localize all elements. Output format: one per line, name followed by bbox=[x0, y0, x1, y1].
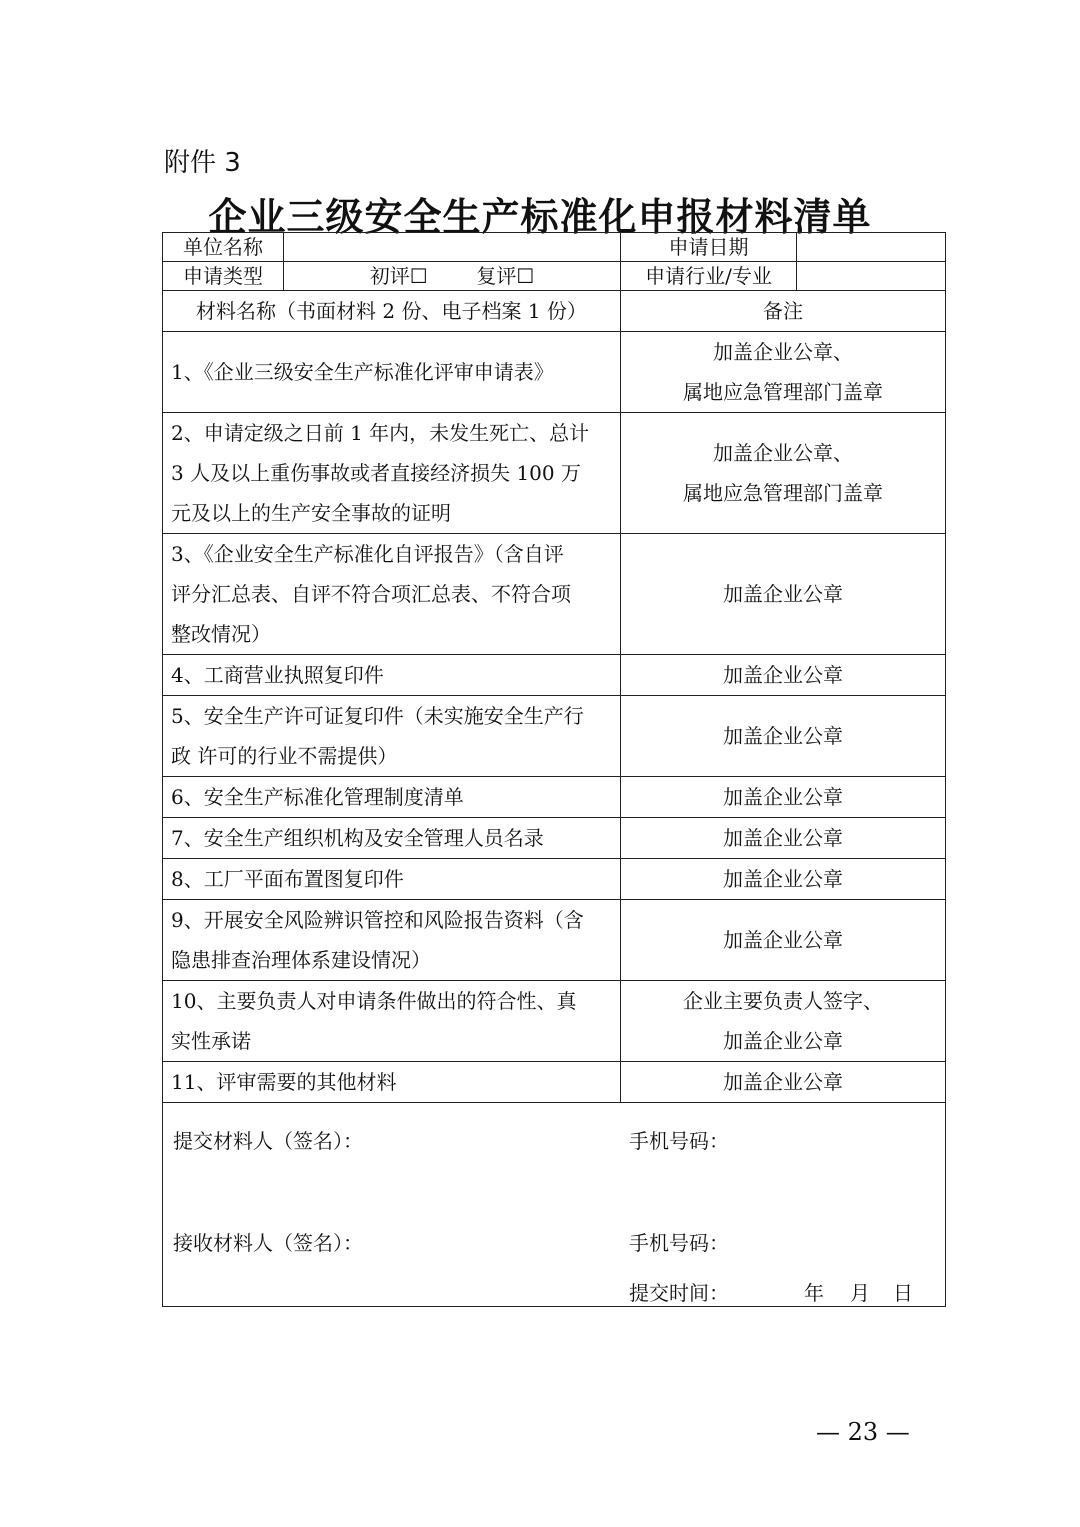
apply-type-label: 申请类型 bbox=[163, 262, 284, 291]
remark-cell bbox=[621, 981, 946, 1062]
material-column-header: 材料名称（书面材料 2 份、电子档案 1 份） bbox=[163, 291, 621, 332]
material-cell: 7、安全生产组织机构及安全管理人员名录 bbox=[163, 818, 621, 859]
document-title: 企业三级安全生产标准化申报材料清单 bbox=[208, 194, 872, 239]
month-label: 月 bbox=[850, 1281, 870, 1305]
material-line: 整改情况） bbox=[171, 622, 271, 646]
first-review-checkbox[interactable]: 初评☐ bbox=[369, 264, 428, 288]
material-cell: 11、评审需要的其他材料 bbox=[163, 1062, 621, 1103]
material-cell bbox=[163, 696, 621, 777]
remark-cell: 加盖企业公章 bbox=[621, 696, 946, 777]
remark-cell: 加盖企业公章 bbox=[621, 655, 946, 696]
column-header-row bbox=[163, 291, 946, 332]
remark-line: 加盖企业公章 bbox=[723, 1029, 843, 1053]
material-line: 政 许可的行业不需提供） bbox=[171, 744, 398, 768]
material-line: 评分汇总表、自评不符合项汇总表、不符合项 bbox=[171, 582, 571, 606]
material-line: 2、申请定级之日前 1 年内，未发生死亡、总计 bbox=[171, 421, 590, 445]
table-row bbox=[163, 1062, 946, 1103]
table-row bbox=[163, 413, 946, 534]
signature-row bbox=[163, 1103, 946, 1307]
table-row bbox=[163, 332, 946, 413]
remark-cell: 加盖企业公章 bbox=[621, 777, 946, 818]
day-label: 日 bbox=[893, 1281, 913, 1305]
material-line: 5、安全生产许可证复印件（未实施安全生产行 bbox=[171, 704, 584, 728]
receiver-signature-label[interactable]: 接收材料人（签名）： bbox=[173, 1231, 363, 1255]
material-cell: 6、安全生产标准化管理制度清单 bbox=[163, 777, 621, 818]
submitter-signature-label[interactable]: 提交材料人（签名）： bbox=[173, 1129, 363, 1153]
signature-block bbox=[163, 1103, 946, 1307]
attachment-label: 附件 3 bbox=[164, 148, 241, 178]
table-row bbox=[163, 859, 946, 900]
remark-cell: 加盖企业公章 bbox=[621, 859, 946, 900]
receiver-phone-label[interactable]: 手机号码： bbox=[629, 1231, 729, 1255]
unit-name-label: 单位名称 bbox=[163, 233, 284, 262]
industry-field[interactable] bbox=[797, 262, 946, 291]
material-line: 实性承诺 bbox=[171, 1029, 251, 1053]
remark-line: 属地应急管理部门盖章 bbox=[683, 380, 883, 404]
material-cell: 8、工厂平面布置图复印件 bbox=[163, 859, 621, 900]
material-line: 3、《企业安全生产标准化自评报告》（含自评 bbox=[171, 542, 564, 566]
submit-time-label[interactable]: 提交时间： bbox=[629, 1281, 729, 1305]
materials-table bbox=[162, 232, 946, 1307]
remark-cell bbox=[621, 332, 946, 413]
table-row bbox=[163, 818, 946, 859]
material-cell: 4、工商营业执照复印件 bbox=[163, 655, 621, 696]
table-row bbox=[163, 655, 946, 696]
remark-line: 加盖企业公章、 bbox=[713, 441, 853, 465]
remark-cell bbox=[621, 413, 946, 534]
material-cell bbox=[163, 534, 621, 655]
table-row bbox=[163, 534, 946, 655]
material-cell bbox=[163, 900, 621, 981]
material-line: 隐患排查治理体系建设情况） bbox=[171, 948, 431, 972]
apply-type-options bbox=[284, 262, 621, 291]
page-number: — 23 — bbox=[816, 1418, 910, 1446]
material-cell bbox=[163, 413, 621, 534]
table-row bbox=[163, 696, 946, 777]
material-line: 10、主要负责人对申请条件做出的符合性、真 bbox=[171, 989, 577, 1013]
remark-column-header: 备注 bbox=[621, 291, 946, 332]
table-row bbox=[163, 900, 946, 981]
year-label: 年 bbox=[804, 1281, 824, 1305]
material-cell bbox=[163, 981, 621, 1062]
remark-line: 企业主要负责人签字、 bbox=[683, 989, 883, 1013]
apply-date-label: 申请日期 bbox=[621, 233, 797, 262]
remark-line: 加盖企业公章、 bbox=[713, 340, 853, 364]
submitter-phone-label[interactable]: 手机号码： bbox=[629, 1129, 729, 1153]
apply-type-row bbox=[163, 262, 946, 291]
remark-cell: 加盖企业公章 bbox=[621, 900, 946, 981]
table-row bbox=[163, 981, 946, 1062]
industry-label: 申请行业/专业 bbox=[621, 262, 797, 291]
table-row bbox=[163, 777, 946, 818]
unit-name-row bbox=[163, 233, 946, 262]
material-line: 9、开展安全风险辨识管控和风险报告资料（含 bbox=[171, 908, 584, 932]
remark-line: 属地应急管理部门盖章 bbox=[683, 481, 883, 505]
remark-cell: 加盖企业公章 bbox=[621, 534, 946, 655]
unit-name-field[interactable] bbox=[284, 233, 621, 262]
remark-cell: 加盖企业公章 bbox=[621, 818, 946, 859]
remark-cell: 加盖企业公章 bbox=[621, 1062, 946, 1103]
apply-date-field[interactable] bbox=[797, 233, 946, 262]
material-line: 元及以上的生产安全事故的证明 bbox=[171, 501, 451, 525]
material-line: 3 人及以上重伤事故或者直接经济损失 100 万 bbox=[171, 461, 581, 485]
material-cell: 1、《企业三级安全生产标准化评审申请表》 bbox=[163, 332, 621, 413]
re-review-checkbox[interactable]: 复评☐ bbox=[476, 264, 535, 288]
